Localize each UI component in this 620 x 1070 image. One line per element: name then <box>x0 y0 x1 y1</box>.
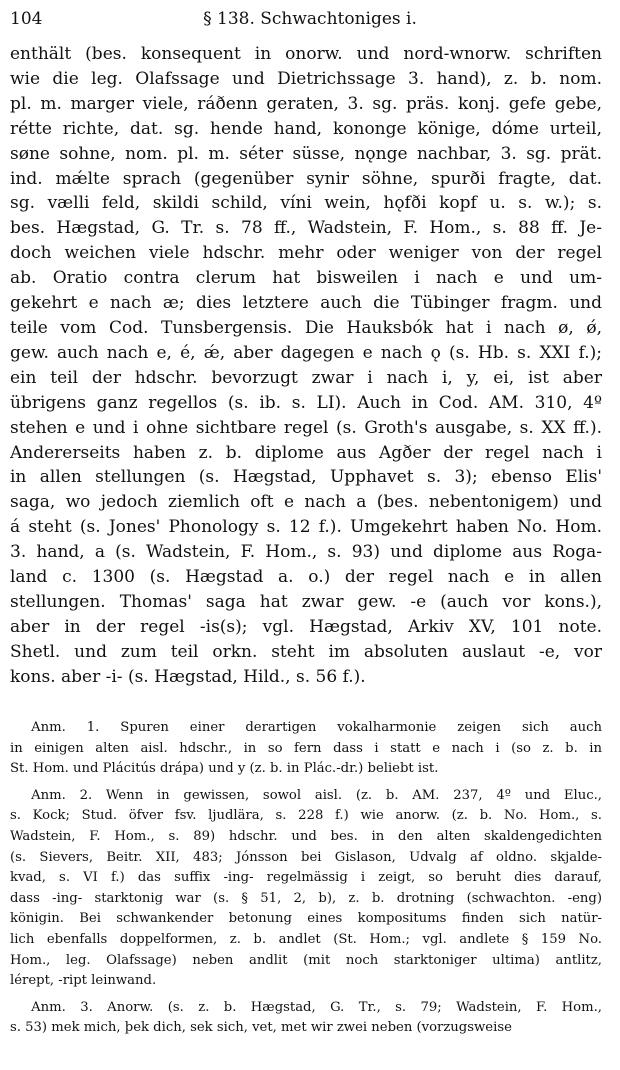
text-line: aber in der regel -is(s); vgl. Hægstad, Arkiv XV, 101 note. <box>10 616 602 637</box>
text-line: stellungen. Thomas' saga hat zwar gew. -e (auch vor kons.), <box>10 591 602 612</box>
annotations <box>10 718 602 1039</box>
note-line: Wadstein, F. Hom., s. 89) hdschr. und bes. in den alten skaldengedichten <box>10 828 602 844</box>
text-line: ein teil der hdschr. bevorzugt zwar i nach i, y, ei, ist aber <box>10 367 602 388</box>
note-line: Anm. 3. Anorw. (s. z. b. Hægstad, G. Tr., s. 79; Wadstein, F. Hom., <box>31 999 602 1015</box>
note-line: königin. Bei schwankender betonung eines kompositums finden sich natür- <box>10 911 602 927</box>
text-line: in allen stellungen (s. Hægstad, Upphavet s. 3); ebenso Elis' <box>10 467 602 488</box>
text-line: ind. mǽlte sprach (gegenüber synir söhne, spurði fragte, dat. <box>10 168 602 189</box>
text-line: bes. Hægstad, G. Tr. s. 78 ff., Wadstein, F. Hom., s. 88 ff. Je- <box>10 218 602 239</box>
text-line: saga, wo jedoch ziemlich oft e nach a (bes. nebentonigem) und <box>10 492 602 513</box>
note-line: lérept, -ript leinwand. <box>10 973 157 989</box>
note-line: s. Kock; Stud. öfver fsv. ljudlära, s. 228 f.) wie anorw. (z. b. No. Hom., s. <box>10 808 602 824</box>
text-line: rétte richte, dat. sg. hende hand, kononge könige, dóme urteil, <box>10 118 602 139</box>
note-anm-2 <box>10 786 602 992</box>
page-number: 104 <box>10 9 43 29</box>
text-line: kons. aber -i- (s. Hægstad, Hild., s. 56 f.). <box>10 666 366 687</box>
note-line: dass -ing- starktonig war (s. § 51, 2, b), z. b. drotning (schwachton. -eng) <box>10 890 602 906</box>
text-line: enthält (bes. konsequent in onorw. und nord-wnorw. schriften <box>10 44 602 64</box>
note-line: Anm. 2. Wenn in gewissen, sowol aisl. (z. b. AM. 237, 4º und Eluc., <box>31 787 602 803</box>
text-line: wie die leg. Olafssage und Dietrichssage 3. hand), z. b. nom. <box>10 68 602 89</box>
note-line: lich ebenfalls doppelformen, z. b. andlet (St. Hom.; vgl. andlete § 159 No. <box>10 931 602 947</box>
note-line: s. 53) mek mich, þek dich, sek sich, vet, met wir zwei neben (vorzugsweise <box>10 1020 512 1036</box>
running-header <box>10 4 610 34</box>
note-line: Anm. 1. Spuren einer derartigen vokalharmonie zeigen sich auch <box>31 720 602 735</box>
text-line: á steht (s. Jones' Phonology s. 12 f.). Umgekehrt haben No. Hom. <box>10 517 602 538</box>
note-line: Hom., leg. Olafssage) neben andlit (mit noch starktoniger ultima) antlitz, <box>10 952 602 968</box>
main-text <box>10 42 602 690</box>
text-line: stehen e und i ohne sichtbare regel (s. Groth's ausgabe, s. XX ff.). <box>10 417 602 438</box>
text-line: land c. 1300 (s. Hægstad a. o.) der regel nach e in allen <box>10 567 602 588</box>
text-line: gew. auch nach e, é, ǽ, aber dagegen e nach ǫ (s. Hb. s. XXI f.); <box>10 342 602 363</box>
text-line: Andererseits haben z. b. diplome aus Agðer der regel nach i <box>10 442 602 463</box>
text-line: sg. vælli feld, skildi schild, víni wein, hǫfði kopf u. s. w.); s. <box>10 193 602 214</box>
note-anm-1 <box>10 718 602 780</box>
text-line: gekehrt e nach æ; dies letztere auch die Tübinger fragm. und <box>10 293 602 314</box>
text-line: ab. Oratio contra clerum hat bisweilen i nach e und um- <box>10 268 602 289</box>
text-line: doch weichen viele hdschr. mehr oder weniger von der regel <box>10 243 602 264</box>
note-anm-3 <box>10 998 602 1039</box>
note-line: (s. Sievers, Beitr. XII, 483; Jónsson bei Gislason, Udvalg af oldno. skjalde- <box>10 849 602 865</box>
note-line: in einigen alten aisl. hdschr., in so fern dass i statt e nach i (so z. b. in <box>10 740 602 756</box>
text-line: 3. hand, a (s. Wadstein, F. Hom., s. 93) und diplome aus Roga- <box>10 542 602 563</box>
note-line: St. Hom. und Plácitús drápa) und y (z. b. in Plác.-dr.) beliebt ist. <box>10 761 439 777</box>
text-line: søne sohne, nom. pl. m. séter süsse, nǫnge nachbar, 3. sg. prät. <box>10 143 602 164</box>
note-line: kvad, s. VI f.) das suffix -ing- regelmässig i zeigt, so beruht dies darauf, <box>10 870 602 886</box>
text-line: teile vom Cod. Tunsbergensis. Die Hauksbók hat i nach ø, ǿ, <box>10 317 602 338</box>
running-title: § 138. Schwachtoniges i. <box>203 9 417 29</box>
text-line: Shetl. und zum teil orkn. steht im absoluten auslaut -e, vor <box>10 641 602 662</box>
text-line: übrigens ganz regellos (s. ib. s. LI). Auch in Cod. AM. 310, 4º <box>10 392 602 413</box>
text-line: pl. m. marger viele, ráðenn geraten, 3. sg. präs. konj. gefe gebe, <box>10 93 602 114</box>
